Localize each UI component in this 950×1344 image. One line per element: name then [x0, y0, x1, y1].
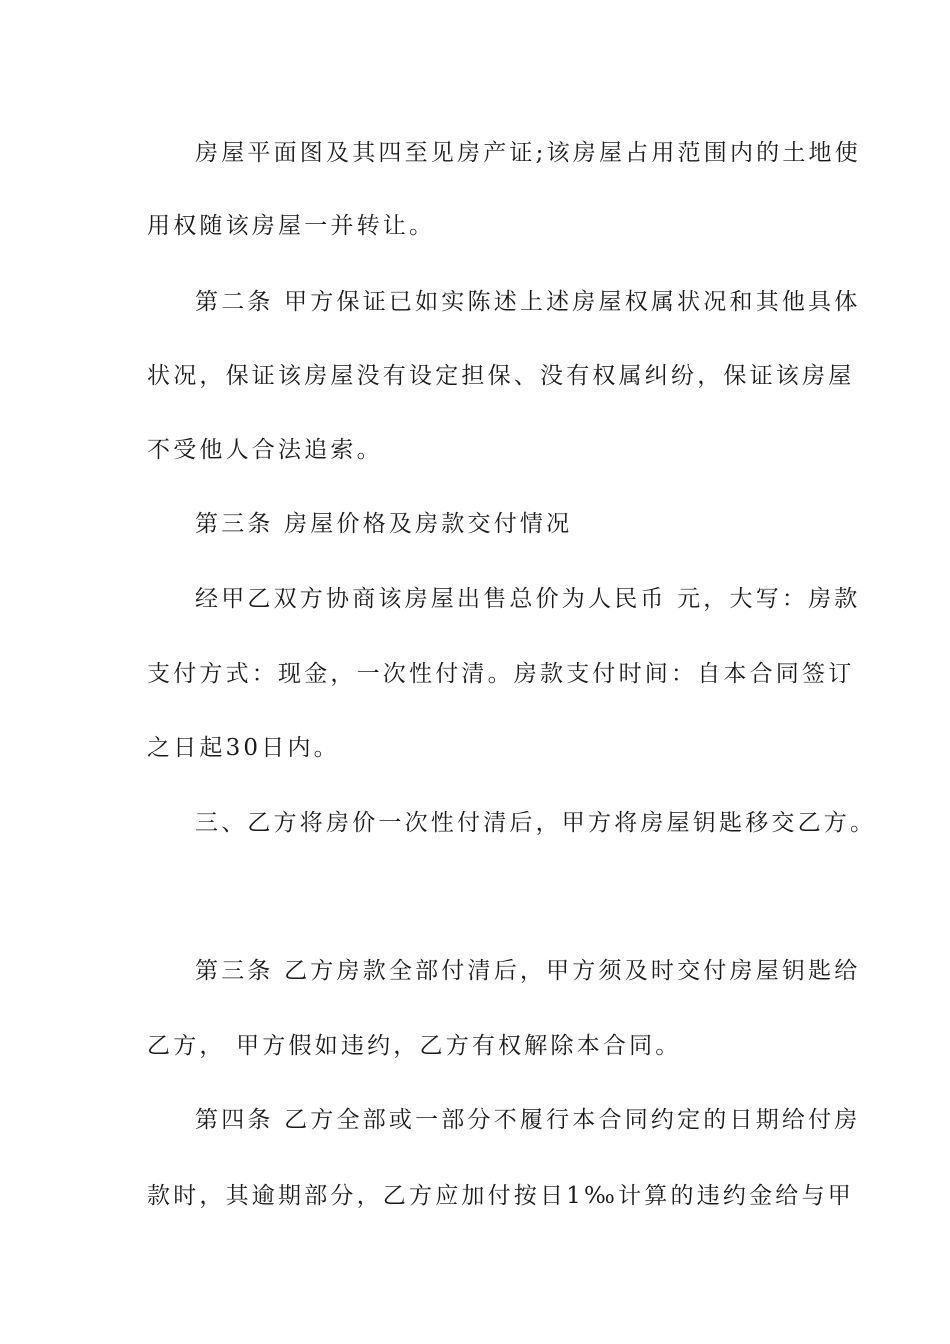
paragraph-line: 支付方式：现金，一次性付清。房款支付时间：自本合同签订 [147, 661, 855, 687]
paragraph-line: 用权随该房屋一并转让。 [147, 213, 436, 239]
paragraph-line: 第二条 甲方保证已如实陈述上述房屋权属状况和其他具体 [195, 289, 861, 315]
paragraph-line: 三、乙方将房价一次性付清后，甲方将房屋钥匙移交乙方。 [195, 810, 877, 836]
paragraph-line: 乙方， 甲方假如违约，乙方有权解除本合同。 [147, 1033, 682, 1059]
paragraph-line: 经甲乙双方协商该房屋出售总价为人民币 元，大写：房款 [195, 586, 861, 612]
paragraph-line: 不受他人合法追索。 [147, 437, 383, 463]
paragraph-line: 第四条 乙方全部或一部分不履行本合同约定的日期给付房 [195, 1107, 861, 1133]
paragraph-line: 房屋平面图及其四至见房产证;该房屋占用范围内的土地使 [195, 140, 861, 166]
paragraph-line: 状况，保证该房屋没有设定担保、没有权属纠纷，保证该房屋 [147, 363, 855, 389]
paragraph-line: 款时，其逾期部分，乙方应加付按日1‰计算的违约金给与甲 [147, 1183, 854, 1209]
section-heading: 第三条 房屋价格及房款交付情况 [195, 511, 573, 537]
paragraph-line: 之日起30日内。 [147, 735, 340, 761]
paragraph-line: 第三条 乙方房款全部付清后，甲方须及时交付房屋钥匙给 [195, 958, 861, 984]
